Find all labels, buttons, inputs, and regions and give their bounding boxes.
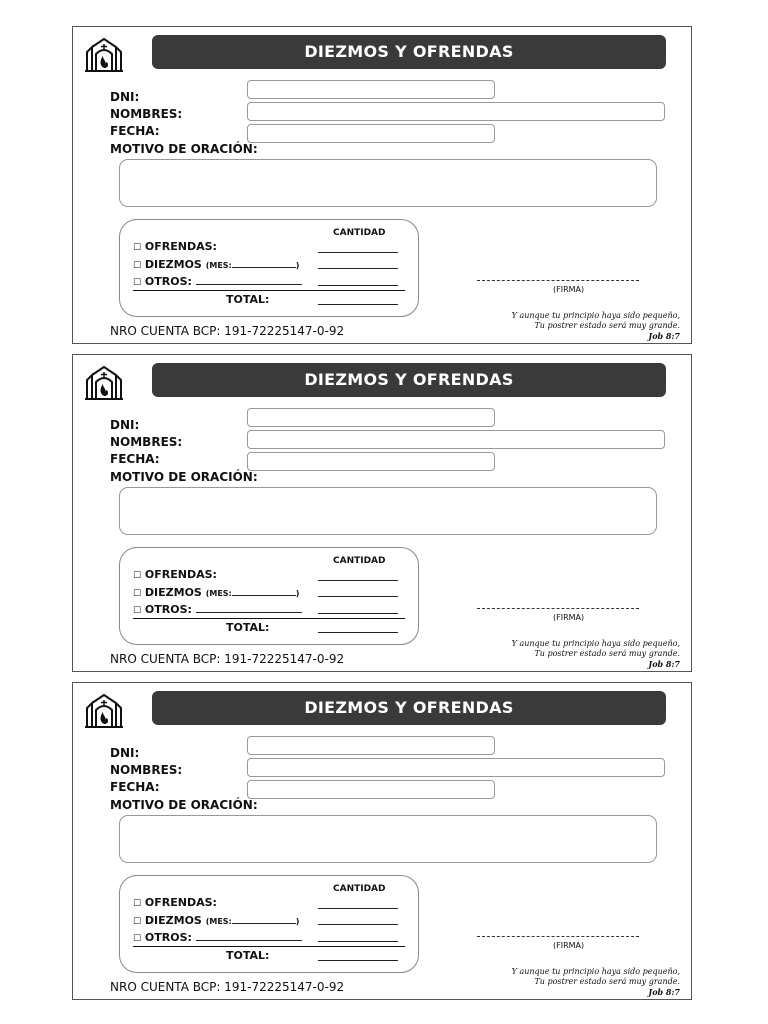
fecha-label: FECHA: [110, 124, 160, 138]
dni-label: DNI: [110, 90, 140, 104]
dni-field[interactable] [247, 408, 495, 427]
firma-label: (FIRMA) [553, 285, 585, 294]
nombres-label: NOMBRES: [110, 763, 183, 777]
mes-line[interactable] [232, 257, 296, 268]
otros-option[interactable] [133, 274, 302, 290]
checkbox-icon[interactable]: ☐ [133, 571, 142, 581]
bible-verse [512, 639, 680, 669]
diezmos-label: DIEZMOS [144, 914, 202, 927]
ofrendas-label: OFRENDAS: [144, 240, 217, 253]
offering-slip [72, 354, 692, 672]
total-divider [133, 946, 405, 947]
verse-line-2: Tu postrer estado será muy grande. [534, 321, 680, 330]
total-label: TOTAL: [226, 621, 270, 634]
verse-line-1: Y aunque tu principio haya sido pequeño, [511, 967, 680, 976]
total-amount-line[interactable] [318, 304, 398, 305]
total-label: TOTAL: [226, 293, 270, 306]
nombres-label: NOMBRES: [110, 107, 183, 121]
checkbox-icon[interactable]: ☐ [133, 899, 142, 909]
fecha-field[interactable] [247, 452, 495, 471]
fecha-label: FECHA: [110, 452, 160, 466]
otros-label: OTROS: [144, 931, 192, 944]
nombres-field[interactable] [247, 102, 665, 121]
cantidad-header: CANTIDAD [333, 556, 386, 566]
mes-label: (MES: [205, 917, 232, 926]
firma-label: (FIRMA) [553, 941, 585, 950]
mes-close: ) [295, 917, 300, 926]
verse-reference: Job 8:7 [648, 331, 680, 341]
diezmos-amount-line[interactable] [318, 268, 398, 269]
church-logo-icon [84, 36, 124, 72]
verse-line-1: Y aunque tu principio haya sido pequeño, [511, 311, 680, 320]
ofrendas-option[interactable] [133, 896, 217, 911]
diezmos-option[interactable] [133, 585, 299, 601]
ofrendas-label: OFRENDAS: [144, 896, 217, 909]
motivo-field[interactable] [119, 815, 657, 863]
motivo-field[interactable] [119, 159, 657, 207]
total-divider [133, 618, 405, 619]
otros-line[interactable] [196, 930, 302, 941]
total-divider [133, 290, 405, 291]
otros-option[interactable] [133, 930, 302, 946]
motivo-field[interactable] [119, 487, 657, 535]
otros-option[interactable] [133, 602, 302, 618]
bible-verse [512, 967, 680, 997]
ofrendas-label: OFRENDAS: [144, 568, 217, 581]
mes-close: ) [295, 589, 300, 598]
dni-field[interactable] [247, 736, 495, 755]
dni-field[interactable] [247, 80, 495, 99]
form-title: DIEZMOS Y OFRENDAS [152, 691, 666, 725]
dni-label: DNI: [110, 418, 140, 432]
total-label: TOTAL: [226, 949, 270, 962]
nombres-label: NOMBRES: [110, 435, 183, 449]
motivo-label: MOTIVO DE ORACIÓN: [110, 470, 258, 484]
mes-label: (MES: [205, 261, 232, 270]
firma-label: (FIRMA) [553, 613, 585, 622]
otros-amount-line[interactable] [318, 285, 398, 286]
church-logo-icon [84, 692, 124, 728]
verse-reference: Job 8:7 [648, 659, 680, 669]
checkbox-icon[interactable]: ☐ [133, 606, 142, 616]
mes-line[interactable] [232, 585, 296, 596]
total-amount-line[interactable] [318, 632, 398, 633]
form-title: DIEZMOS Y OFRENDAS [152, 363, 666, 397]
ofrendas-option[interactable] [133, 240, 217, 255]
otros-label: OTROS: [144, 603, 192, 616]
total-amount-line[interactable] [318, 960, 398, 961]
bank-account: NRO CUENTA BCP: 191-72225147-0-92 [110, 980, 345, 994]
mes-line[interactable] [232, 913, 296, 924]
nombres-field[interactable] [247, 758, 665, 777]
otros-amount-line[interactable] [318, 941, 398, 942]
diezmos-option[interactable] [133, 913, 299, 929]
ofrendas-amount-line[interactable] [318, 252, 398, 253]
verse-line-2: Tu postrer estado será muy grande. [534, 977, 680, 986]
otros-label: OTROS: [144, 275, 192, 288]
fecha-field[interactable] [247, 124, 495, 143]
diezmos-label: DIEZMOS [144, 258, 202, 271]
cantidad-header: CANTIDAD [333, 884, 386, 894]
diezmos-option[interactable] [133, 257, 299, 273]
signature-line[interactable] [477, 608, 639, 609]
fecha-label: FECHA: [110, 780, 160, 794]
form-title: DIEZMOS Y OFRENDAS [152, 35, 666, 69]
otros-line[interactable] [196, 274, 302, 285]
checkbox-icon[interactable]: ☐ [133, 917, 142, 927]
offering-slip [72, 26, 692, 344]
nombres-field[interactable] [247, 430, 665, 449]
signature-line[interactable] [477, 280, 639, 281]
fecha-field[interactable] [247, 780, 495, 799]
church-logo-icon [84, 364, 124, 400]
checkbox-icon[interactable]: ☐ [133, 278, 142, 288]
checkbox-icon[interactable]: ☐ [133, 243, 142, 253]
checkbox-icon[interactable]: ☐ [133, 589, 142, 599]
otros-amount-line[interactable] [318, 613, 398, 614]
diezmos-amount-line[interactable] [318, 924, 398, 925]
checkbox-icon[interactable]: ☐ [133, 261, 142, 271]
otros-line[interactable] [196, 602, 302, 613]
bank-account: NRO CUENTA BCP: 191-72225147-0-92 [110, 324, 345, 338]
bank-account: NRO CUENTA BCP: 191-72225147-0-92 [110, 652, 345, 666]
dni-label: DNI: [110, 746, 140, 760]
diezmos-amount-line[interactable] [318, 596, 398, 597]
offering-slip [72, 682, 692, 1000]
ofrendas-amount-line[interactable] [318, 580, 398, 581]
motivo-label: MOTIVO DE ORACIÓN: [110, 142, 258, 156]
bible-verse [512, 311, 680, 341]
verse-line-1: Y aunque tu principio haya sido pequeño, [511, 639, 680, 648]
verse-reference: Job 8:7 [648, 987, 680, 997]
checkbox-icon[interactable]: ☐ [133, 934, 142, 944]
cantidad-header: CANTIDAD [333, 228, 386, 238]
mes-label: (MES: [205, 589, 232, 598]
mes-close: ) [295, 261, 300, 270]
diezmos-label: DIEZMOS [144, 586, 202, 599]
signature-line[interactable] [477, 936, 639, 937]
motivo-label: MOTIVO DE ORACIÓN: [110, 798, 258, 812]
ofrendas-amount-line[interactable] [318, 908, 398, 909]
ofrendas-option[interactable] [133, 568, 217, 583]
verse-line-2: Tu postrer estado será muy grande. [534, 649, 680, 658]
